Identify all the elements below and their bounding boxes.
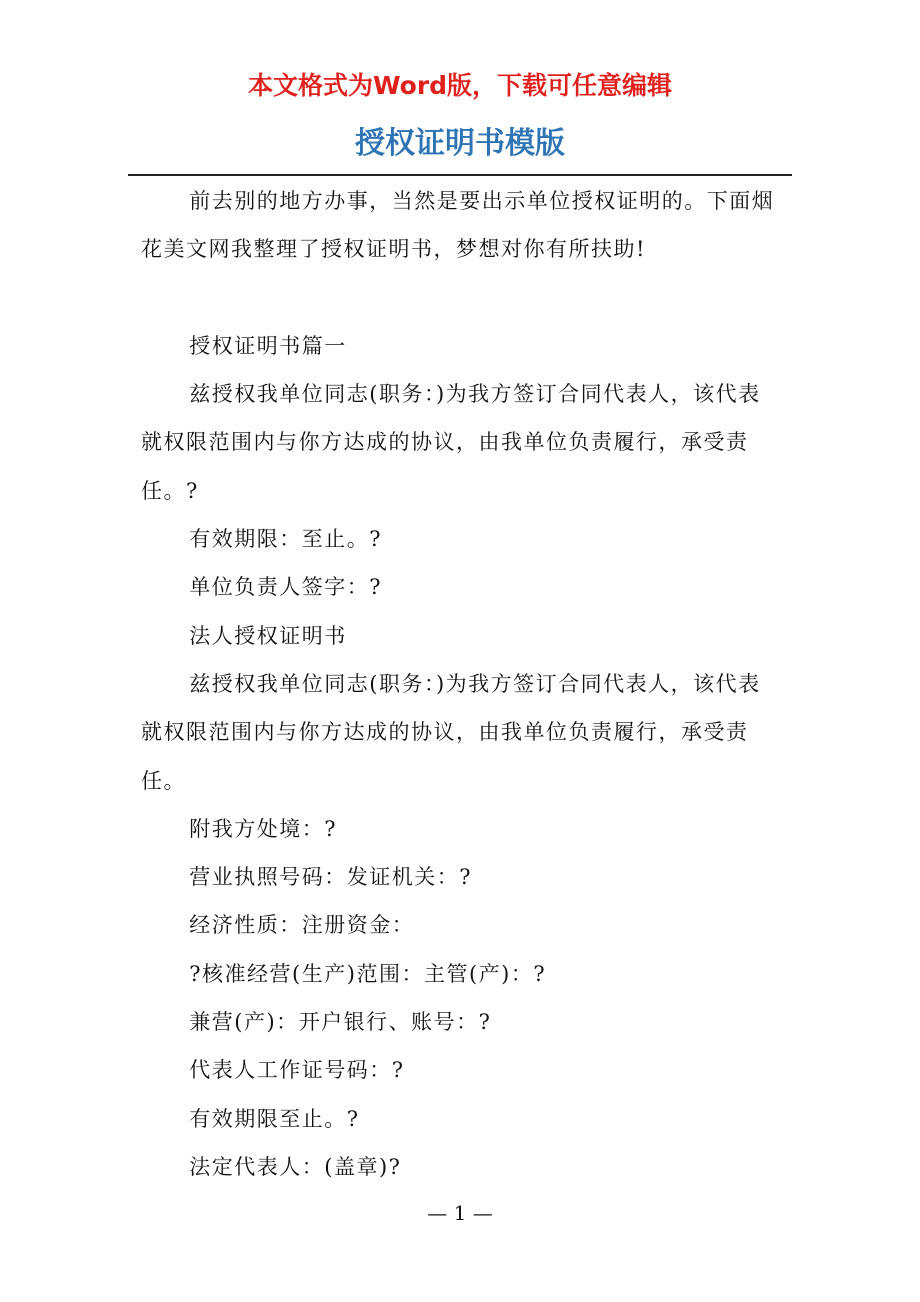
document-body [141,177,781,1191]
format-banner: 本文格式为Word版，下载可任意编辑 [247,71,673,100]
page-number: — 1 — [427,1201,493,1225]
validity-line-2: 有效期限至止。? [189,1106,360,1131]
license-line: 营业执照号码：发证机关：? [189,865,473,890]
attached-line: 附我方处境：? [189,816,338,841]
authorization-paragraph-1: 兹授权我单位同志(职务：)为我方签订合同代表人，该代表就权限范围内与你方达成的协议，由我单位负责履行，承受责任。? [141,382,761,503]
header-rule [128,174,792,176]
legal-heading: 法人授权证明书 [189,623,347,648]
authorization-paragraph-2: 兹授权我单位同志(职务：)为我方签订合同代表人，该代表就权限范围内与你方达成的协议，由我单位负责履行，承受责任。 [141,671,761,793]
legal-rep-line: 法定代表人：(盖章)? [189,1154,402,1179]
signer-line: 单位负责人签字：? [189,575,383,600]
rep-id-line: 代表人工作证号码：? [189,1058,405,1083]
intro-paragraph: 前去别的地方办事，当然是要出示单位授权证明的。下面烟花美文网我整理了授权证明书，梦想对你有所扶助! [141,189,775,262]
document-title: 授权证明书模版 [355,126,565,161]
section-heading: 授权证明书篇一 [189,333,347,358]
validity-line-1: 有效期限：至止。? [189,527,383,552]
nature-line: 经济性质：注册资金： [189,913,415,938]
bank-line: 兼营(产)：开户银行、账号：? [189,1010,492,1035]
blank-line [141,274,781,322]
scope-line: ?核准经营(生产)范围：主管(产)：? [189,961,547,986]
